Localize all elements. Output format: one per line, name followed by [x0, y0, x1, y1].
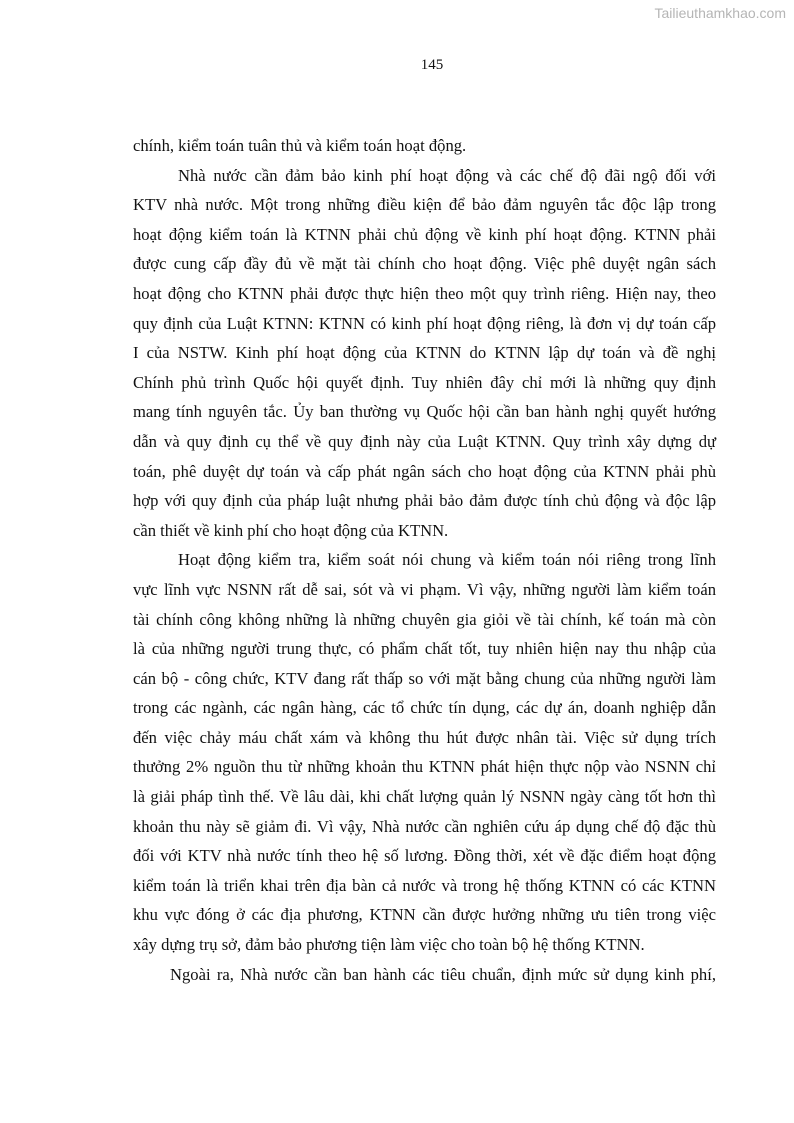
text-line: kiểm toán là triển khai trên địa bàn cả nước và trong hệ thống KTNN có các KTNN: [133, 875, 716, 895]
text-line: Chính phủ trình Quốc hội quyết định. Tuy nhiên đây chỉ mới là những quy định: [133, 372, 716, 392]
text-line: mang tính nguyên tắc. Ủy ban thường vụ Quốc hội cần ban hành nghị quyết hướng: [133, 402, 716, 422]
text-line: cần thiết về kinh phí cho hoạt động của KTNN.: [133, 520, 449, 540]
text-line: xây dựng trụ sở, đảm bảo phương tiện làm việc cho toàn bộ hệ thống KTNN.: [133, 935, 645, 955]
text-line: được cung cấp đầy đủ về mặt tài chính cho hoạt động. Việc phê duyệt ngân sách: [133, 254, 716, 274]
text-line: là của những người trung thực, có phẩm chất tốt, tuy nhiên hiện nay thu nhập của: [133, 639, 716, 659]
text-line: toán, phê duyệt dự toán và cấp phát ngân sách cho hoạt động của KTNN phải phù: [133, 461, 716, 481]
text-line: đối với KTV nhà nước tính theo hệ số lương. Đồng thời, xét về đặc điểm hoạt động: [133, 846, 716, 866]
text-line: quy định của Luật KTNN: KTNN có kinh phí hoạt động riêng, là đơn vị dự toán cấp: [133, 313, 716, 333]
text-line: khu vực đóng ở các địa phương, KTNN cần được hưởng những ưu tiên trong việc: [133, 905, 716, 925]
text-line: trong các ngành, các ngân hàng, các tổ chức tín dụng, các dự án, doanh nghiệp dẫn: [133, 698, 716, 718]
watermark: Tailieuthamkhao.com: [654, 5, 786, 21]
text-line: Ngoài ra, Nhà nước cần ban hành các tiêu chuẩn, định mức sử dụng kinh phí,: [170, 964, 716, 984]
text-line: dẫn và quy định cụ thể về quy định này của Luật KTNN. Quy trình xây dựng dự: [133, 431, 716, 451]
text-line: Hoạt động kiểm tra, kiểm soát nói chung và kiểm toán nói riêng trong lĩnh: [178, 550, 716, 570]
text-line: hợp với quy định của pháp luật nhưng phải bảo đảm được tính chủ động và độc lập: [133, 491, 716, 511]
body-text: [133, 131, 716, 989]
text-line: I của NSTW. Kinh phí hoạt động của KTNN do KTNN lập dự toán và đề nghị: [133, 343, 716, 363]
text-line: hoạt động cho KTNN phải được thực hiện theo một quy trình riêng. Hiện nay, theo: [133, 283, 716, 303]
text-line: đến việc chảy máu chất xám và không thu hút được nhân tài. Việc sử dụng trích: [133, 727, 716, 747]
text-line: hoạt động kiểm toán là KTNN phải chủ động về kinh phí hoạt động. KTNN phải: [133, 224, 716, 244]
text-line: khoản thu này sẽ giảm đi. Vì vậy, Nhà nước cần nghiên cứu áp dụng chế độ đặc thù: [133, 816, 716, 836]
text-line: thưởng 2% nguồn thu từ những khoản thu KTNN phát hiện thực nộp vào NSNN chỉ: [133, 757, 716, 777]
text-line: Nhà nước cần đảm bảo kinh phí hoạt động và các chế độ đãi ngộ đối với: [178, 165, 716, 185]
text-line: tài chính công không những là những chuyên gia giỏi về tài chính, kế toán mà còn: [133, 609, 716, 629]
text-line: vực lĩnh vực NSNN rất dễ sai, sót và vi phạm. Vì vậy, những người làm kiểm toán: [133, 579, 716, 599]
text-line: chính, kiểm toán tuân thủ và kiểm toán hoạt động.: [133, 136, 467, 155]
text-line: cán bộ - công chức, KTV đang rất thấp so với mặt bằng chung của những người làm: [133, 668, 716, 688]
page-number: 145: [420, 57, 444, 73]
text-line: KTV nhà nước. Một trong những điều kiện để bảo đảm nguyên tắc độc lập trong: [133, 195, 716, 215]
text-line: là giải pháp tình thế. Về lâu dài, khi chất lượng quản lý NSNN ngày càng tốt hơn thì: [133, 787, 716, 807]
